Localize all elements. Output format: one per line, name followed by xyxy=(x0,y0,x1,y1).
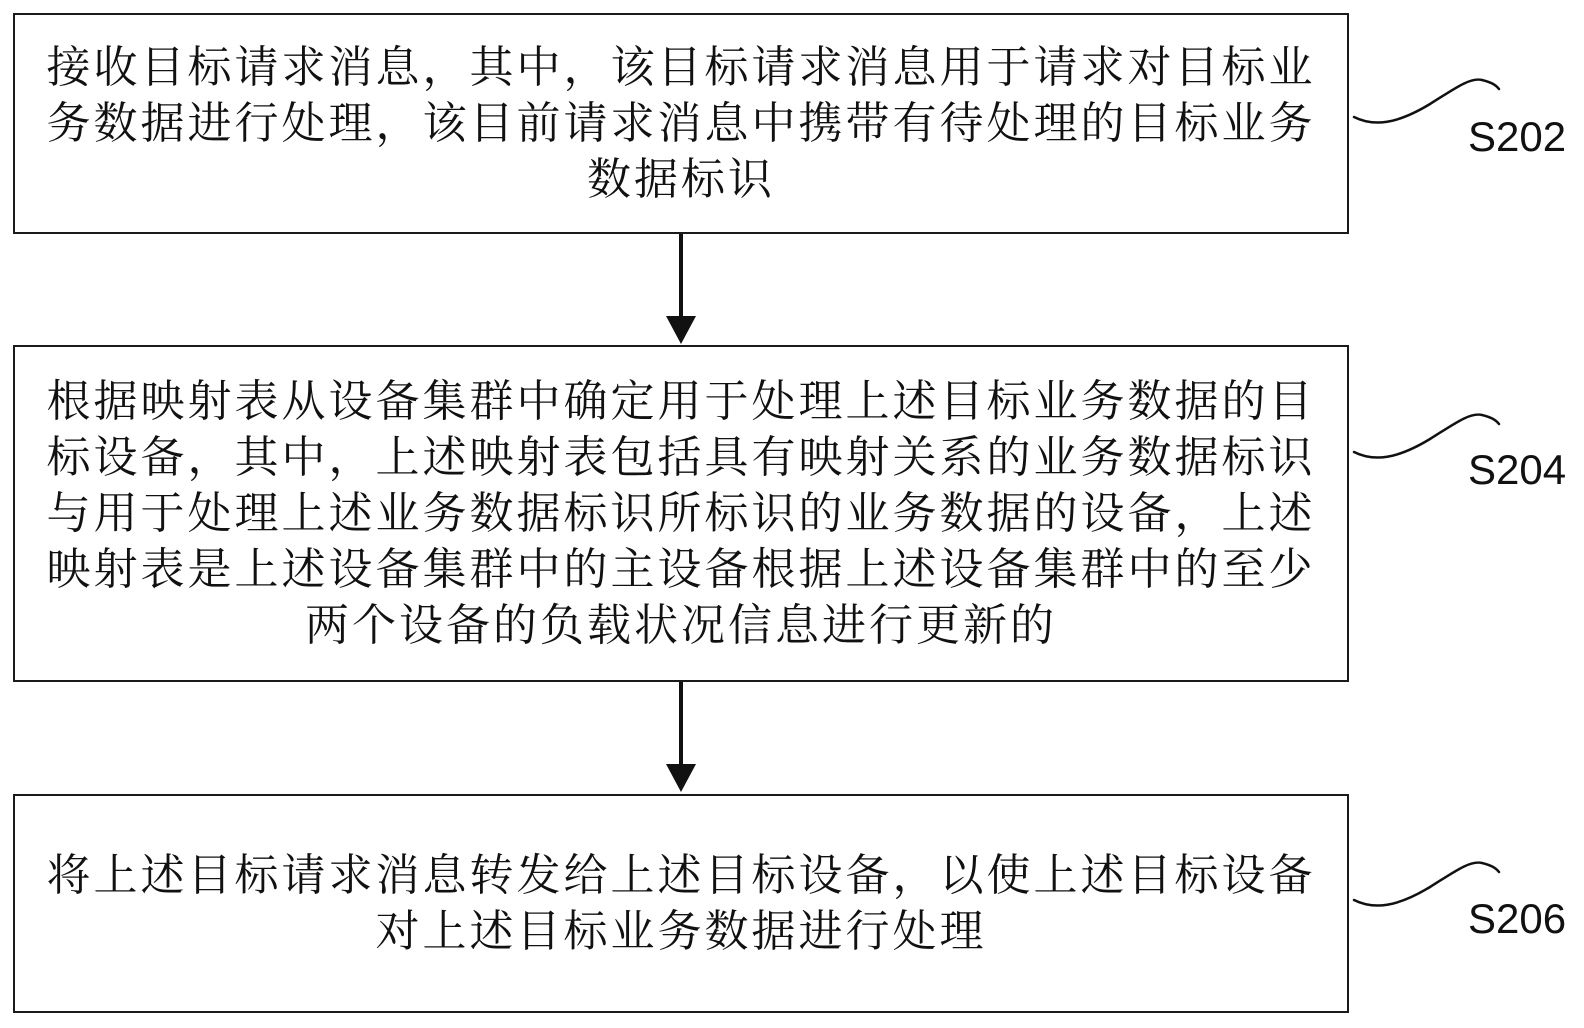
step-text-line: 接收目标请求消息，其中，该目标请求消息用于请求对目标业 xyxy=(46,42,1316,92)
step-box-s202 xyxy=(13,13,1349,234)
step-text-line: 根据映射表从设备集群中确定用于处理上述目标业务数据的目 xyxy=(46,376,1316,426)
step-label-s204: S204 xyxy=(1468,446,1567,493)
step-text-line: 将上述目标请求消息转发给上述目标设备，以使上述目标设备 xyxy=(46,850,1316,900)
step-box-s206 xyxy=(13,794,1349,1013)
step-text-line: 标设备，其中，上述映射表包括具有映射关系的业务数据标识 xyxy=(46,432,1316,482)
step-text-line: 两个设备的负载状况信息进行更新的 xyxy=(305,600,1057,650)
arrow-shaft xyxy=(679,234,683,318)
arrow-shaft xyxy=(679,682,683,766)
step-text-line: 与用于处理上述业务数据标识所标识的业务数据的设备，上述 xyxy=(46,488,1316,538)
step-text-line: 务数据进行处理，该目前请求消息中携带有待处理的目标业务 xyxy=(46,98,1316,148)
step-text-line: 映射表是上述设备集群中的主设备根据上述设备集群中的至少 xyxy=(46,544,1316,594)
step-text-line: 对上述目标业务数据进行处理 xyxy=(375,906,987,956)
step-label-s202: S202 xyxy=(1468,113,1567,160)
arrow-head xyxy=(666,764,696,792)
step-box-s204 xyxy=(13,345,1349,682)
step-label-s206: S206 xyxy=(1468,895,1567,942)
step-text-line: 数据标识 xyxy=(587,154,775,204)
arrow-head xyxy=(666,316,696,344)
